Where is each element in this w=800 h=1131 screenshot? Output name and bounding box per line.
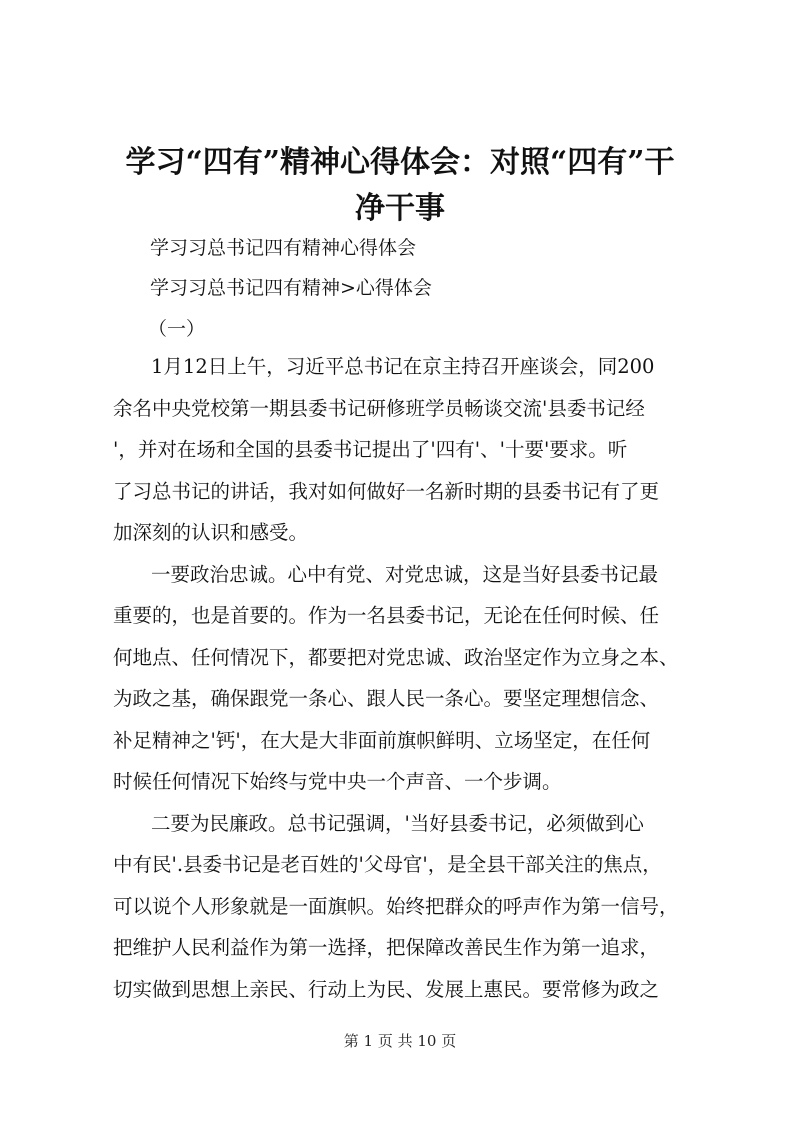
paragraph-3 <box>113 803 703 1011</box>
paragraph-line: '，并对在场和全国的县委书记提出了'四有'、'十要'要求。听 <box>113 438 628 461</box>
title-line-2: 净干事 <box>355 191 445 226</box>
subtitle-line-2: 学习习总书记四有精神>心得体会 <box>150 277 432 299</box>
paragraph-line: 1月12日上午，习近平总书记在京主持召开座谈会，同200 <box>151 355 655 378</box>
paragraph-line: 重要的，也是首要的。作为一名县委书记，无论在任何时候、任 <box>113 604 660 627</box>
paragraph-line: 余名中央党校第一期县委书记研修班学员畅谈交流'县委书记经 <box>113 396 645 420</box>
paragraph-line: 中有民'.县委书记是老百姓的'父母官'，是全县干部关注的焦点， <box>113 853 662 876</box>
paragraph-2 <box>113 554 703 803</box>
title-line-1: 学习“四有”精神心得体会：对照“四有”干 <box>125 145 675 180</box>
paragraph-line: 二要为民廉政。总书记强调，'当好县委书记，必须做到心 <box>151 811 644 835</box>
paragraph-line: 时候任何情况下始终与党中央一个声音、一个步调。 <box>113 770 562 793</box>
paragraph-1 <box>113 346 703 554</box>
paragraph-line: 补足精神之'钙'，在大是大非面前旗帜鲜明、立场坚定，在任何 <box>113 728 651 752</box>
paragraph-line: 加深刻的认识和感受。 <box>113 521 309 544</box>
body-text <box>113 346 703 1010</box>
page-footer: 第 1 页 共 10 页 <box>343 1032 457 1050</box>
document-title <box>60 140 740 232</box>
paragraph-line: 把维护人民利益作为第一选择，把保障改善民生作为第一追求， <box>113 936 660 959</box>
subtitle-line-1: 学习习总书记四有精神心得体会 <box>150 237 417 259</box>
paragraph-line: 可以说个人形象就是一面旗帜。始终把群众的呼声作为第一信号， <box>113 894 679 918</box>
paragraph-line: 了习总书记的讲话，我对如何做好一名新时期的县委书记有了更 <box>113 479 660 503</box>
section-number: （一） <box>148 318 206 340</box>
paragraph-line: 何地点、任何情况下，都要把对党忠诚、政治坚定作为立身之本、 <box>113 645 679 669</box>
paragraph-line: 为政之基，确保跟党一条心、跟人民一条心。要坚定理想信念、 <box>113 687 660 710</box>
paragraph-line: 切实做到思想上亲民、行动上为民、发展上惠民。要常修为政之 <box>113 977 660 1001</box>
paragraph-line: 一要政治忠诚。心中有党、对党忠诚，这是当好县委书记最 <box>151 562 659 586</box>
